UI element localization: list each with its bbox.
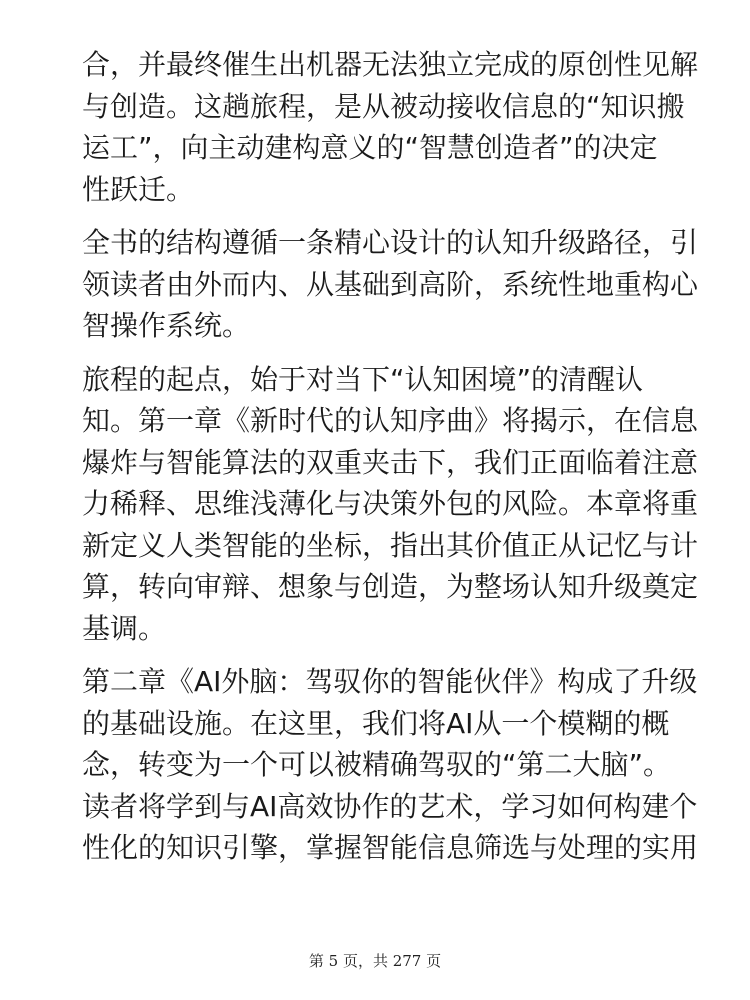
text-line: 旅程的起点，始于对当下“认知困境”的清醒认 <box>82 362 644 396</box>
text-line: 性跃迁。 <box>82 172 195 206</box>
text-line: 与创造。这趟旅程，是从被动接收信息的“知识搬 <box>82 89 685 123</box>
paragraph-2 <box>82 222 699 347</box>
paragraph-4 <box>82 661 699 869</box>
text-line: 的基础设施。在这里，我们将AI从一个模糊的概 <box>82 706 670 740</box>
text-line: 运工”，向主动建构意义的“智慧创造者”的决定 <box>82 131 658 164</box>
body-text <box>82 44 699 881</box>
text-line: 知。第一章《新时代的认知序曲》将揭示，在信息 <box>82 404 699 437</box>
text-line: 念，转变为一个可以被精确驾驭的“第二大脑”。 <box>82 748 672 781</box>
text-line: 算，转向审辩、想象与创造，为整场认知升级奠定 <box>82 570 699 603</box>
text-line: 读者将学到与AI高效协作的艺术，学习如何构建个 <box>82 789 698 823</box>
text-line: 力稀释、思维浅薄化与决策外包的风险。本章将重 <box>82 487 699 520</box>
text-line: 合，并最终催生出机器无法独立完成的原创性见解 <box>82 48 699 81</box>
text-line: 领读者由外而内、从基础到高阶，系统性地重构心 <box>82 267 699 301</box>
text-line: 爆炸与智能算法的双重夹击下，我们正面临着注意 <box>82 445 699 479</box>
paragraph-3 <box>82 359 699 650</box>
text-line: 新定义人类智能的坐标，指出其价值正从记忆与计 <box>82 528 699 562</box>
text-line: 性化的知识引擎，掌握智能信息筛选与处理的实用 <box>82 831 699 864</box>
text-line: 全书的结构遵循一条精心设计的认知升级路径，引 <box>82 226 699 259</box>
page-number: 第 5 页，共 277 页 <box>308 952 442 970</box>
text-line: 第二章《AI外脑：驾驭你的智能伙伴》构成了升级 <box>82 665 698 698</box>
text-line: 智操作系统。 <box>82 309 251 342</box>
paragraph-1 <box>82 44 699 210</box>
text-line: 基调。 <box>82 611 167 645</box>
